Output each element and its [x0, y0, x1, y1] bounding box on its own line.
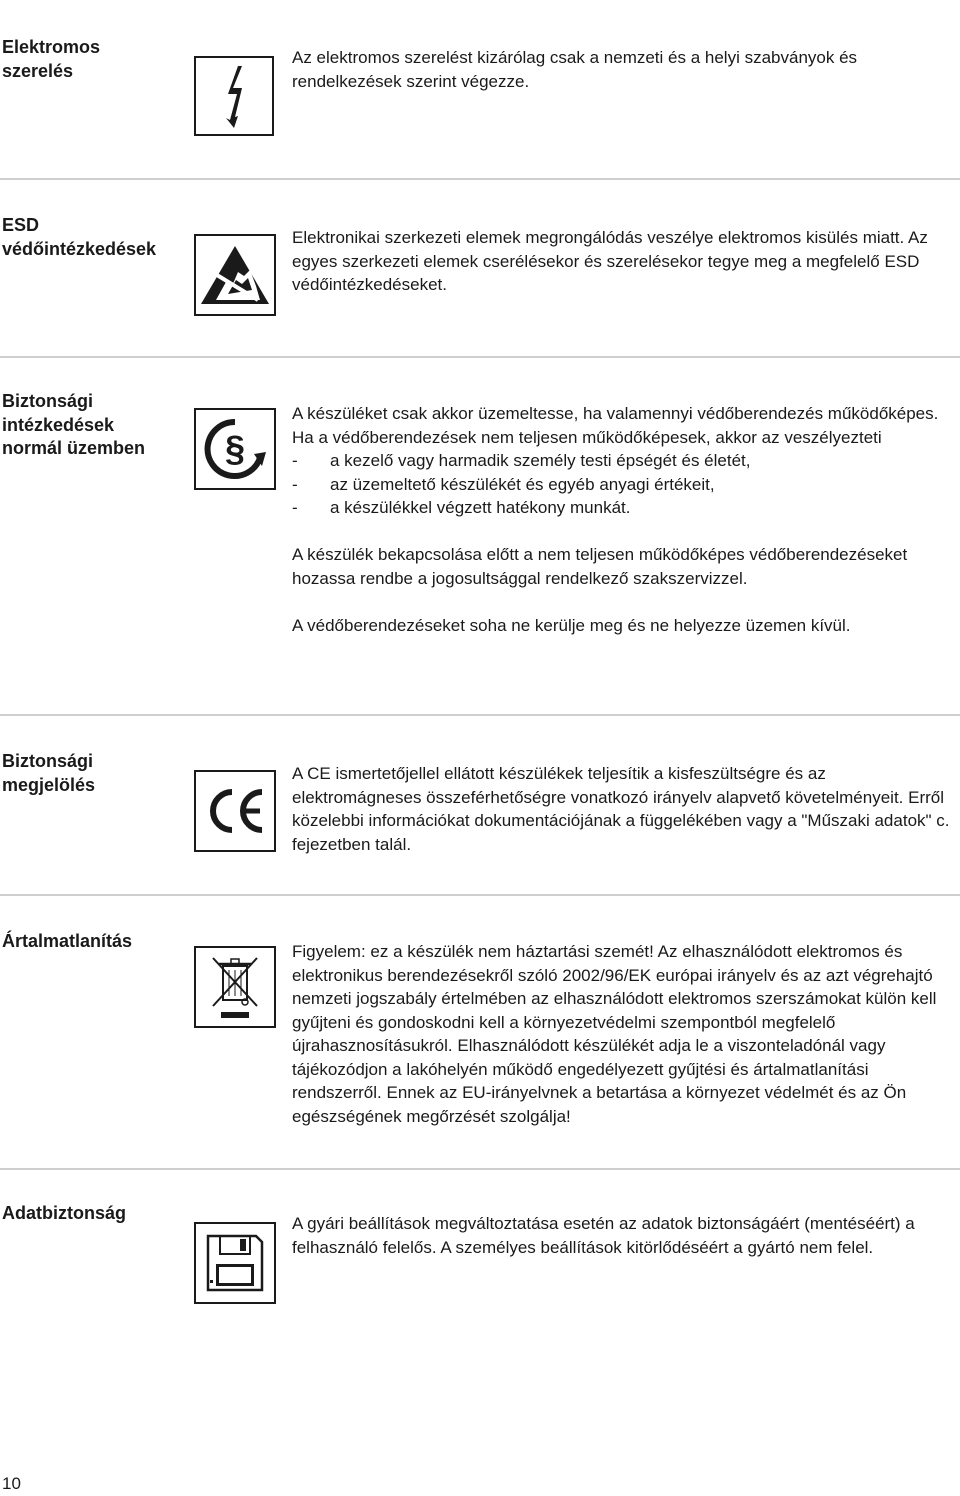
section-disposal: [0, 894, 960, 1170]
list-item: - az üzemeltető készülékét és egyéb anyagi értékeit,: [292, 473, 954, 497]
crossed-bin-weee-icon: [194, 946, 276, 1028]
esd-warning-icon: [194, 234, 276, 316]
paragraph-regulation-icon: [194, 408, 276, 490]
section-text: Az elektromos szerelést kizárólag csak a nemzeti és a helyi szabványok és rendelkezések szerint végezze.: [292, 48, 858, 91]
risk-list: [292, 449, 954, 520]
section-safety-marking: [0, 714, 960, 896]
section-data-security: [0, 1168, 960, 1390]
section-esd: [0, 178, 960, 358]
section-heading: Ártalmatlanítás: [2, 931, 133, 951]
page-number: 10: [2, 1474, 21, 1493]
list-item: - a készülékkel végzett hatékony munkát.: [292, 496, 954, 520]
section-electrical-installation: [0, 30, 960, 180]
section-text: A védőberendezéseket soha ne kerülje meg és ne helyezze üzemen kívül.: [292, 615, 851, 635]
section-heading: Elektromos szerelés: [2, 37, 101, 81]
section-heading: Biztonsági megjelölés: [2, 751, 96, 795]
list-item: - a kezelő vagy harmadik személy testi épségét és életét,: [292, 449, 954, 473]
section-heading: Adatbiztonság: [2, 1203, 126, 1223]
section-text: Figyelem: ez a készülék nem háztartási szemét! Az elhasználódott elektromos és elektronikus berendezésekről szóló 2002/96/EK európai irányelv és az azt végrehajtó nemzeti jogszabály értelmében az elhasználódott elektromos szerszámokat külön kell gyűjteni és gondoskodni kell a környezetvédelmi szempontból megfelelő újrahasznosításukról. Elhasználódott készülékét adja le a viszonteladónál vagy tájékozódjon a lakóhelyén működő engedélyezett gyűjtési és ártalmatlanítási rendszerről. Ennek az EU-irányelvnek a betartása a környezet védelmét és az Ön egészségének megőrzését szolgálja!: [292, 942, 937, 1126]
ce-mark-icon: [194, 770, 276, 852]
section-text: A gyári beállítások megváltoztatása esetén az adatok biztonságáért (mentéséért) a felhasználó felelős. A személyes beállítások kitörlődéséért a gyártó nem felel.: [292, 1214, 915, 1257]
section-normal-operation-safety: [0, 356, 960, 716]
section-text: A CE ismertetőjellel ellátott készülékek teljesítik a kisfeszültségre és az elektromágneses összeférhetőségre vonatkozó irányelv alapvető követelményeit. Erről közelebbi információkat dokumentációjának a függelékében vagy a "Műszaki adatok" c. fejezetben talál.: [292, 764, 950, 854]
section-intro-text: A készüléket csak akkor üzemeltesse, ha valamennyi védőberendezés működőképes. Ha a védőberendezések nem teljesen működőképesek, akkor az veszélyezteti: [292, 404, 939, 447]
section-text: Elektronikai szerkezeti elemek megrongálódás veszélye elektromos kisülés miatt. Az egyes szerkezeti elemek cserélésekor és szerelésekor tegye meg a megfelelő ESD védőintézkedéseket.: [292, 228, 928, 294]
svg-text:§: §: [224, 428, 246, 469]
section-heading: Biztonsági intézkedések normál üzemben: [2, 391, 146, 458]
section-text: A készülék bekapcsolása előtt a nem teljesen működőképes védőberendezéseket hozassa rendbe a jogosultsággal rendelkező szakszervizzel.: [292, 545, 908, 588]
section-heading: ESD védőintézkedések: [2, 215, 157, 259]
lightning-bolt-icon: [194, 56, 274, 136]
floppy-disk-icon: [194, 1222, 276, 1304]
